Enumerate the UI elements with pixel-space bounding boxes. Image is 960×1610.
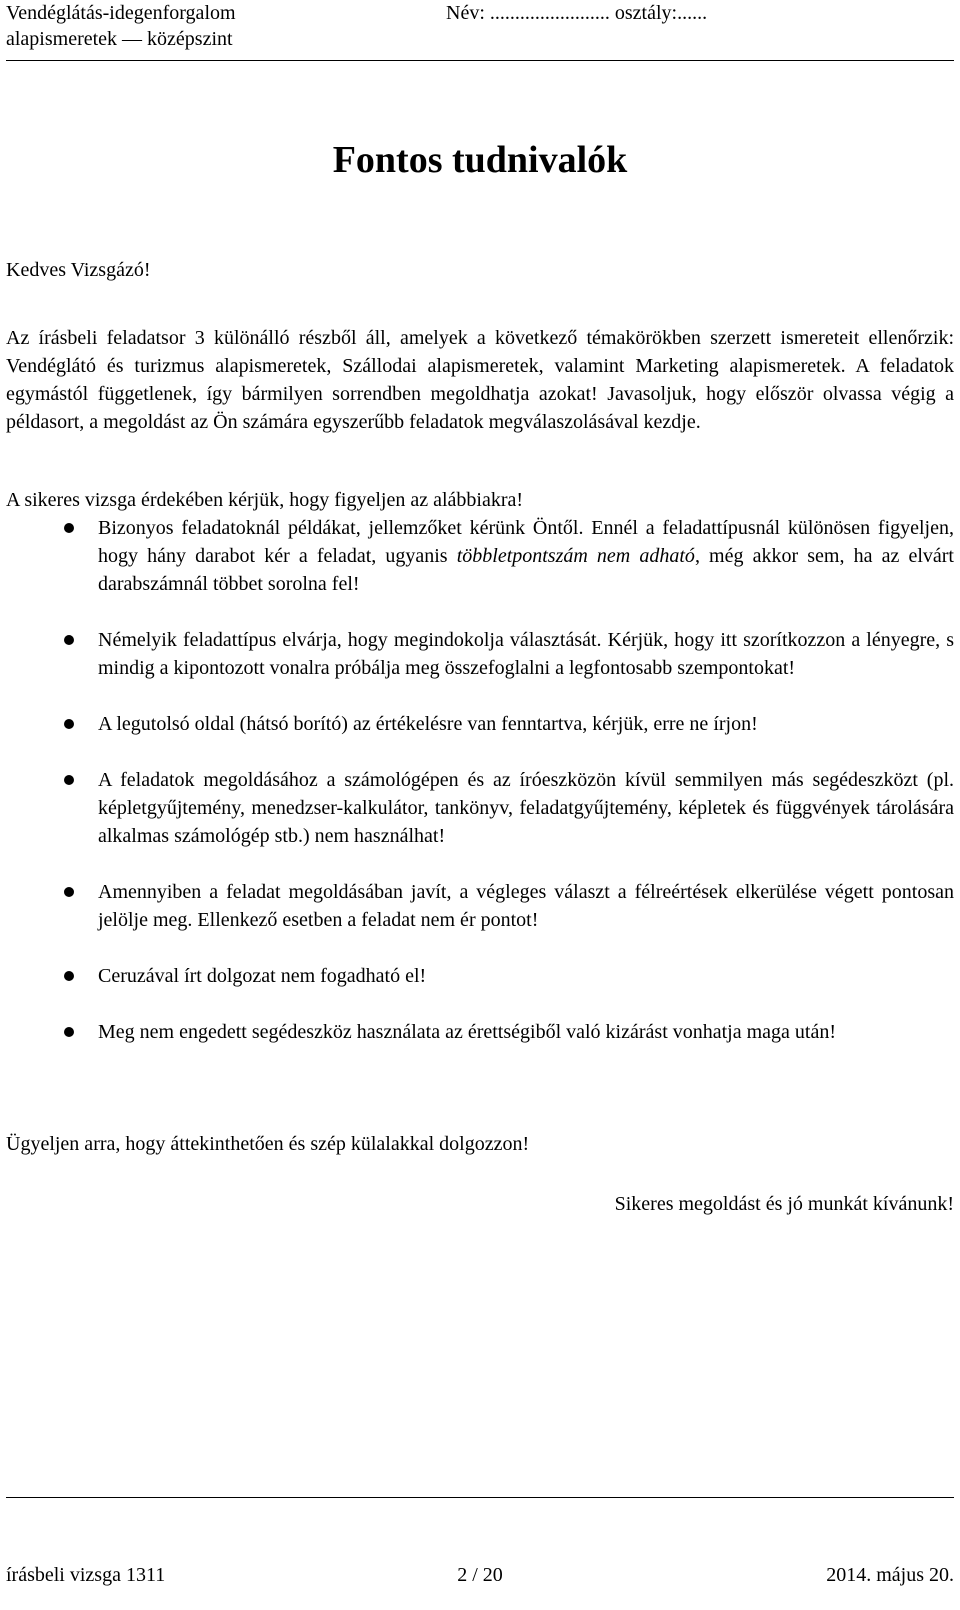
rule-item	[6, 626, 954, 682]
rule-text: A legutolsó oldal (hátsó borító) az értékelésre van fenntartva, kérjük, erre ne írjon!	[98, 713, 758, 735]
page-title: Fontos tudnivalók	[332, 139, 628, 182]
rule-item	[6, 1018, 954, 1046]
bullet-icon	[64, 1027, 74, 1037]
bullet-icon	[64, 523, 74, 533]
page-number: 2 / 20	[457, 1564, 503, 1586]
rule-emphasis: többletpontszám nem adható	[456, 545, 695, 567]
rule-text-end: , még akkor sem, ha az elvárt darabszámnál többet sorolna fel!	[98, 545, 954, 595]
farewell: Sikeres megoldást és jó munkát kívánunk!	[614, 1193, 954, 1215]
exam-date: 2014. május 20.	[826, 1564, 954, 1586]
rules-list	[6, 514, 954, 1046]
instructions-body	[6, 256, 954, 1218]
bullet-icon	[64, 775, 74, 785]
rule-item	[6, 514, 954, 598]
bullet-icon	[64, 971, 74, 981]
intro-paragraph: Az írásbeli feladatsor 3 különálló részből áll, amelyek a következő témakörökben szerzett ismereteit ellenőrzik: Vendéglátó és turizmus alapismeretek, Szállodai alapismeretek, valamint Marketing alapismeretek. A feladatok egymástól függetlenek, így bármilyen sorrendben megoldhatja azokat! Javasoljuk, hogy először olvassa végig a példasort, a megoldást az Ön számára egyszerűbb feladatok megválaszolásával kezdje.	[6, 327, 954, 433]
rule-text: Meg nem engedett segédeszköz használata az érettségiből való kizárást vonhatja maga után!	[98, 1021, 837, 1043]
page-header	[6, 0, 954, 61]
rule-item	[6, 710, 954, 738]
salutation: Kedves Vizsgázó!	[6, 259, 151, 281]
closing-note: Ügyeljen arra, hogy áttekinthetően és szép külalakkal dolgozzon!	[6, 1133, 530, 1155]
rule-text: A feladatok megoldásához a számológépen és az íróeszközön kívül semmilyen más segédeszközt (pl. képletgyűjtemény, menedzser-kalkulátor, tankönyv, feladatgyűjtemény, képletek és függvények tárolására alkalmas számológép stb.) nem használhat!	[98, 769, 954, 847]
bullet-icon	[64, 719, 74, 729]
bullet-icon	[64, 887, 74, 897]
rule-item	[6, 878, 954, 934]
page-footer	[6, 1497, 954, 1610]
rule-text: Ceruzával írt dolgozat nem fogadható el!	[98, 965, 427, 987]
rules-lead: A sikeres vizsga érdekében kérjük, hogy figyeljen az alábbiakra!	[6, 489, 524, 511]
rule-item	[6, 962, 954, 990]
name-class-field: Név: ........................ osztály:......	[446, 2, 708, 24]
subject-level: alapismeretek — középszint	[6, 28, 233, 50]
rule-text: Bizonyos feladatoknál példákat, jellemzőket kérünk Öntől. Ennél a feladattípusnál különösen figyeljen, hogy hány darabot kér a feladat, ugyanis	[98, 517, 954, 567]
rule-text: Némelyik feladattípus elvárja, hogy megindokolja választását. Kérjük, hogy itt szorítkozzon a lényegre, s mindig a kipontozott vonalra próbálja meg összefoglalni a legfontosabb szempontokat!	[98, 629, 954, 679]
rule-item	[6, 766, 954, 850]
rule-text: Amennyiben a feladat megoldásában javít, a végleges választ a félreértések elkerülése végett pontosan jelölje meg. Ellenkező esetben a feladat nem ér pontot!	[98, 881, 954, 931]
subject-block	[6, 0, 236, 52]
exam-code: írásbeli vizsga 1311	[6, 1564, 166, 1586]
subject-name: Vendéglátás-idegenforgalom	[6, 2, 236, 24]
bullet-icon	[64, 635, 74, 645]
